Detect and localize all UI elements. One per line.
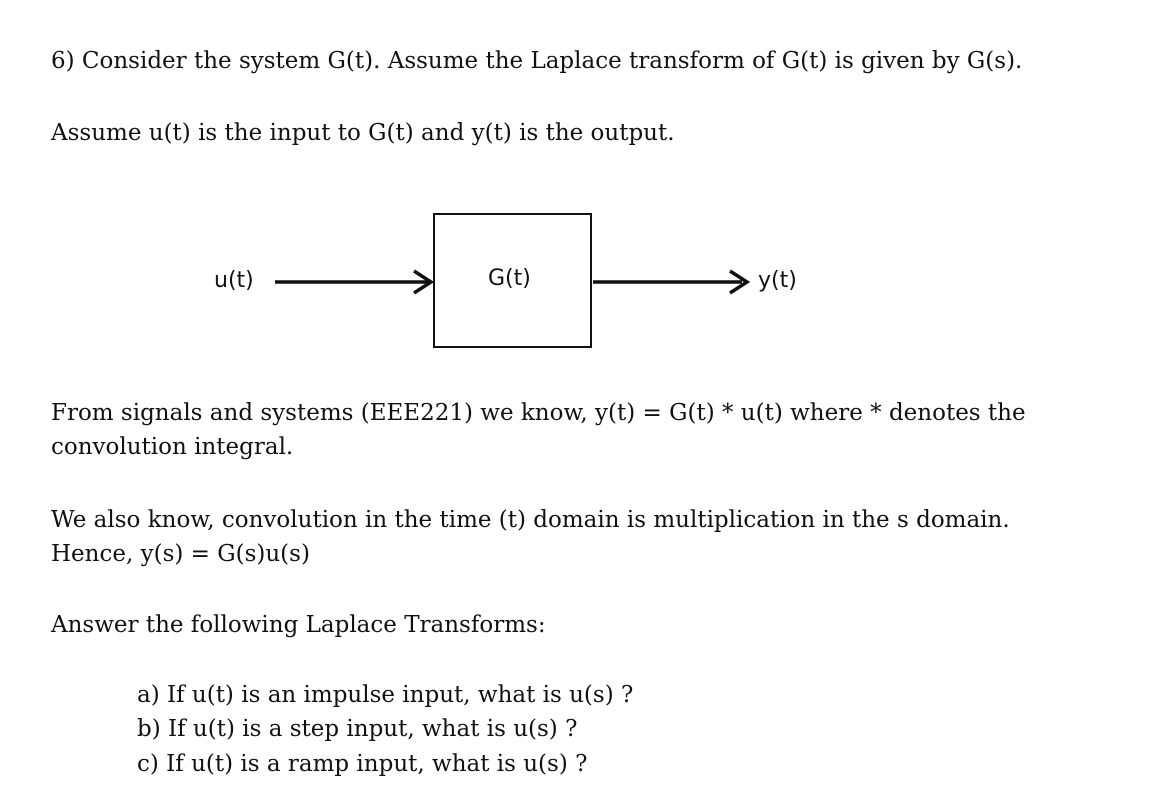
input-label: u(t): [214, 268, 254, 293]
subquestion-b: b) If u(t) is a step input, what is u(s) ?: [137, 716, 578, 742]
subquestion-a: a) If u(t) is an impulse input, what is u(s) ?: [137, 682, 634, 708]
block-label: G(t): [488, 266, 531, 291]
convolution-text-line1: From signals and systems (EEE221) we know, y(t) = G(t) * u(t) where * denotes the: [51, 400, 1026, 426]
output-label: y(t): [758, 268, 797, 293]
question-intro: 6) Consider the system G(t). Assume the Laplace transform of G(t) is given by G(s).: [51, 48, 1023, 74]
answer-prompt: Answer the following Laplace Transforms:: [51, 612, 546, 638]
multiplication-text-line2: Hence, y(s) = G(s)u(s): [51, 541, 310, 567]
convolution-text-line2: convolution integral.: [51, 434, 294, 460]
subquestion-c: c) If u(t) is a ramp input, what is u(s) ?: [137, 751, 588, 777]
multiplication-text-line1: We also know, convolution in the time (t) domain is multiplication in the s domain.: [51, 507, 1010, 533]
question-assumption: Assume u(t) is the input to G(t) and y(t) is the output.: [51, 120, 675, 146]
